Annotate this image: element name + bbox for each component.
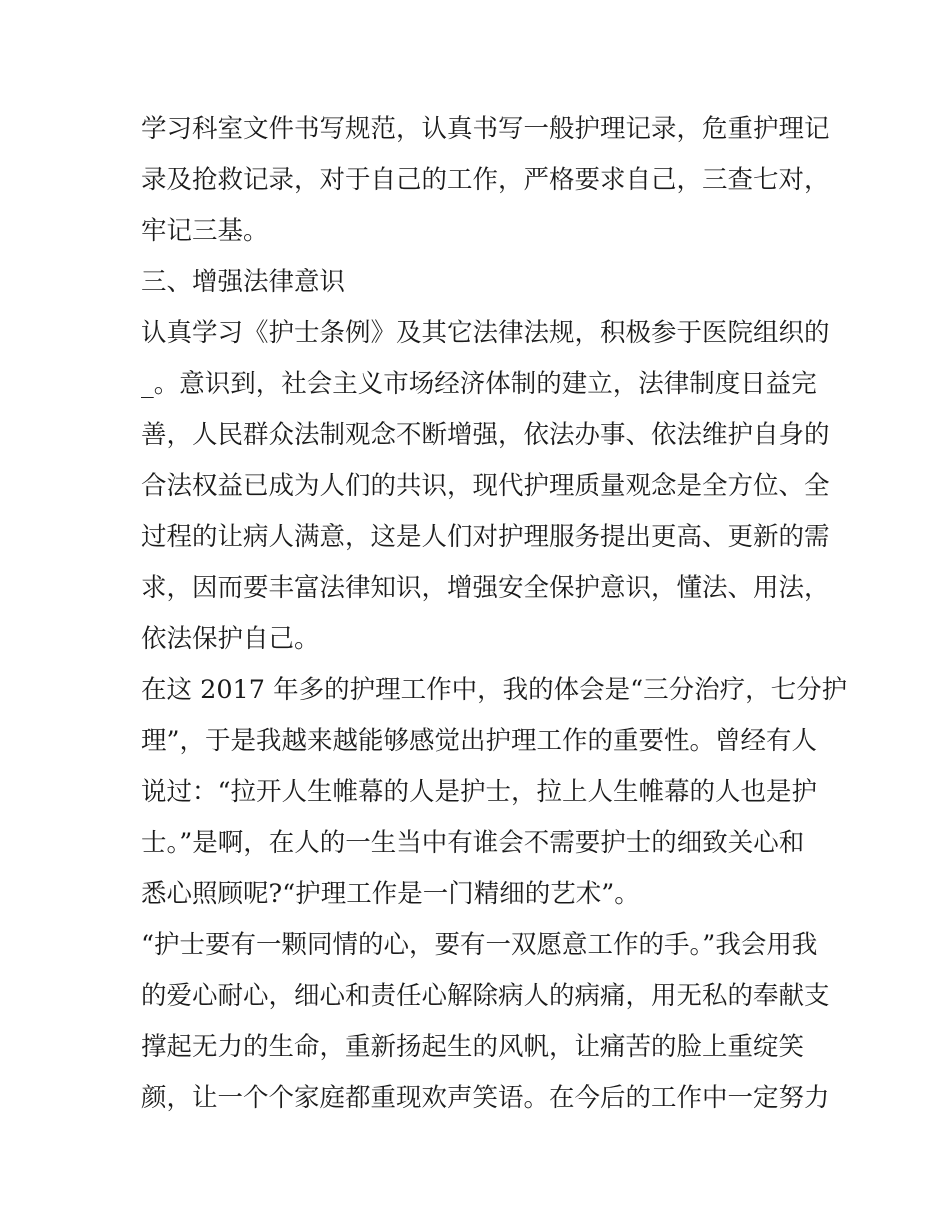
text-line: 说过：“拉开人生帷幕的人是护士，拉上人生帷幕的人也是护	[141, 777, 818, 807]
text-line: _。意识到，社会主义市场经济体制的建立，法律制度日益完	[141, 369, 817, 399]
text-line: 过程的让病人满意，这是人们对护理服务提出更高、更新的需	[141, 522, 830, 552]
text-line: 的爱心耐心，细心和责任心解除病人的病痛，用无私的奉献支	[141, 981, 830, 1011]
text-line: 善，人民群众法制观念不断增强，依法办事、依法维护自身的	[141, 420, 830, 450]
text-line: 合法权益已成为人们的共识，现代护理质量观念是全方位、全	[141, 471, 830, 501]
text-line: 求，因而要丰富法律知识，增强安全保护意识，懂法、用法，	[141, 573, 830, 603]
text-line: 牢记三基。	[141, 216, 269, 246]
text-line: 学习科室文件书写规范，认真书写一般护理记录，危重护理记	[141, 114, 830, 144]
text-line: 士。”是啊，在人的一生当中有谁会不需要护士的细致关心和	[141, 828, 805, 858]
text-line: 悉心照顾呢?“护理工作是一门精细的艺术”。	[141, 879, 640, 909]
text-line: 撑起无力的生命，重新扬起生的风帆，让痛苦的脸上重绽笑	[141, 1032, 805, 1062]
section-heading: 三、增强法律意识	[141, 267, 346, 297]
text-line: 颜，让一个个家庭都重现欢声笑语。在今后的工作中一定努力	[141, 1083, 830, 1113]
text-line: 在这 2017 年多的护理工作中，我的体会是“三分治疗，七分护	[141, 675, 848, 705]
text-line: 录及抢救记录，对于自己的工作，严格要求自己，三查七对，	[141, 165, 830, 195]
text-line: 依法保护自己。	[141, 624, 320, 654]
text-line: “护士要有一颗同情的心，要有一双愿意工作的手。”我会用我	[141, 930, 818, 960]
text-line: 理”，于是我越来越能够感觉出护理工作的重要性。曾经有人	[141, 726, 818, 756]
text-line: 认真学习《护士条例》及其它法律法规，积极参于医院组织的	[141, 318, 830, 348]
document-body	[141, 104, 848, 1124]
